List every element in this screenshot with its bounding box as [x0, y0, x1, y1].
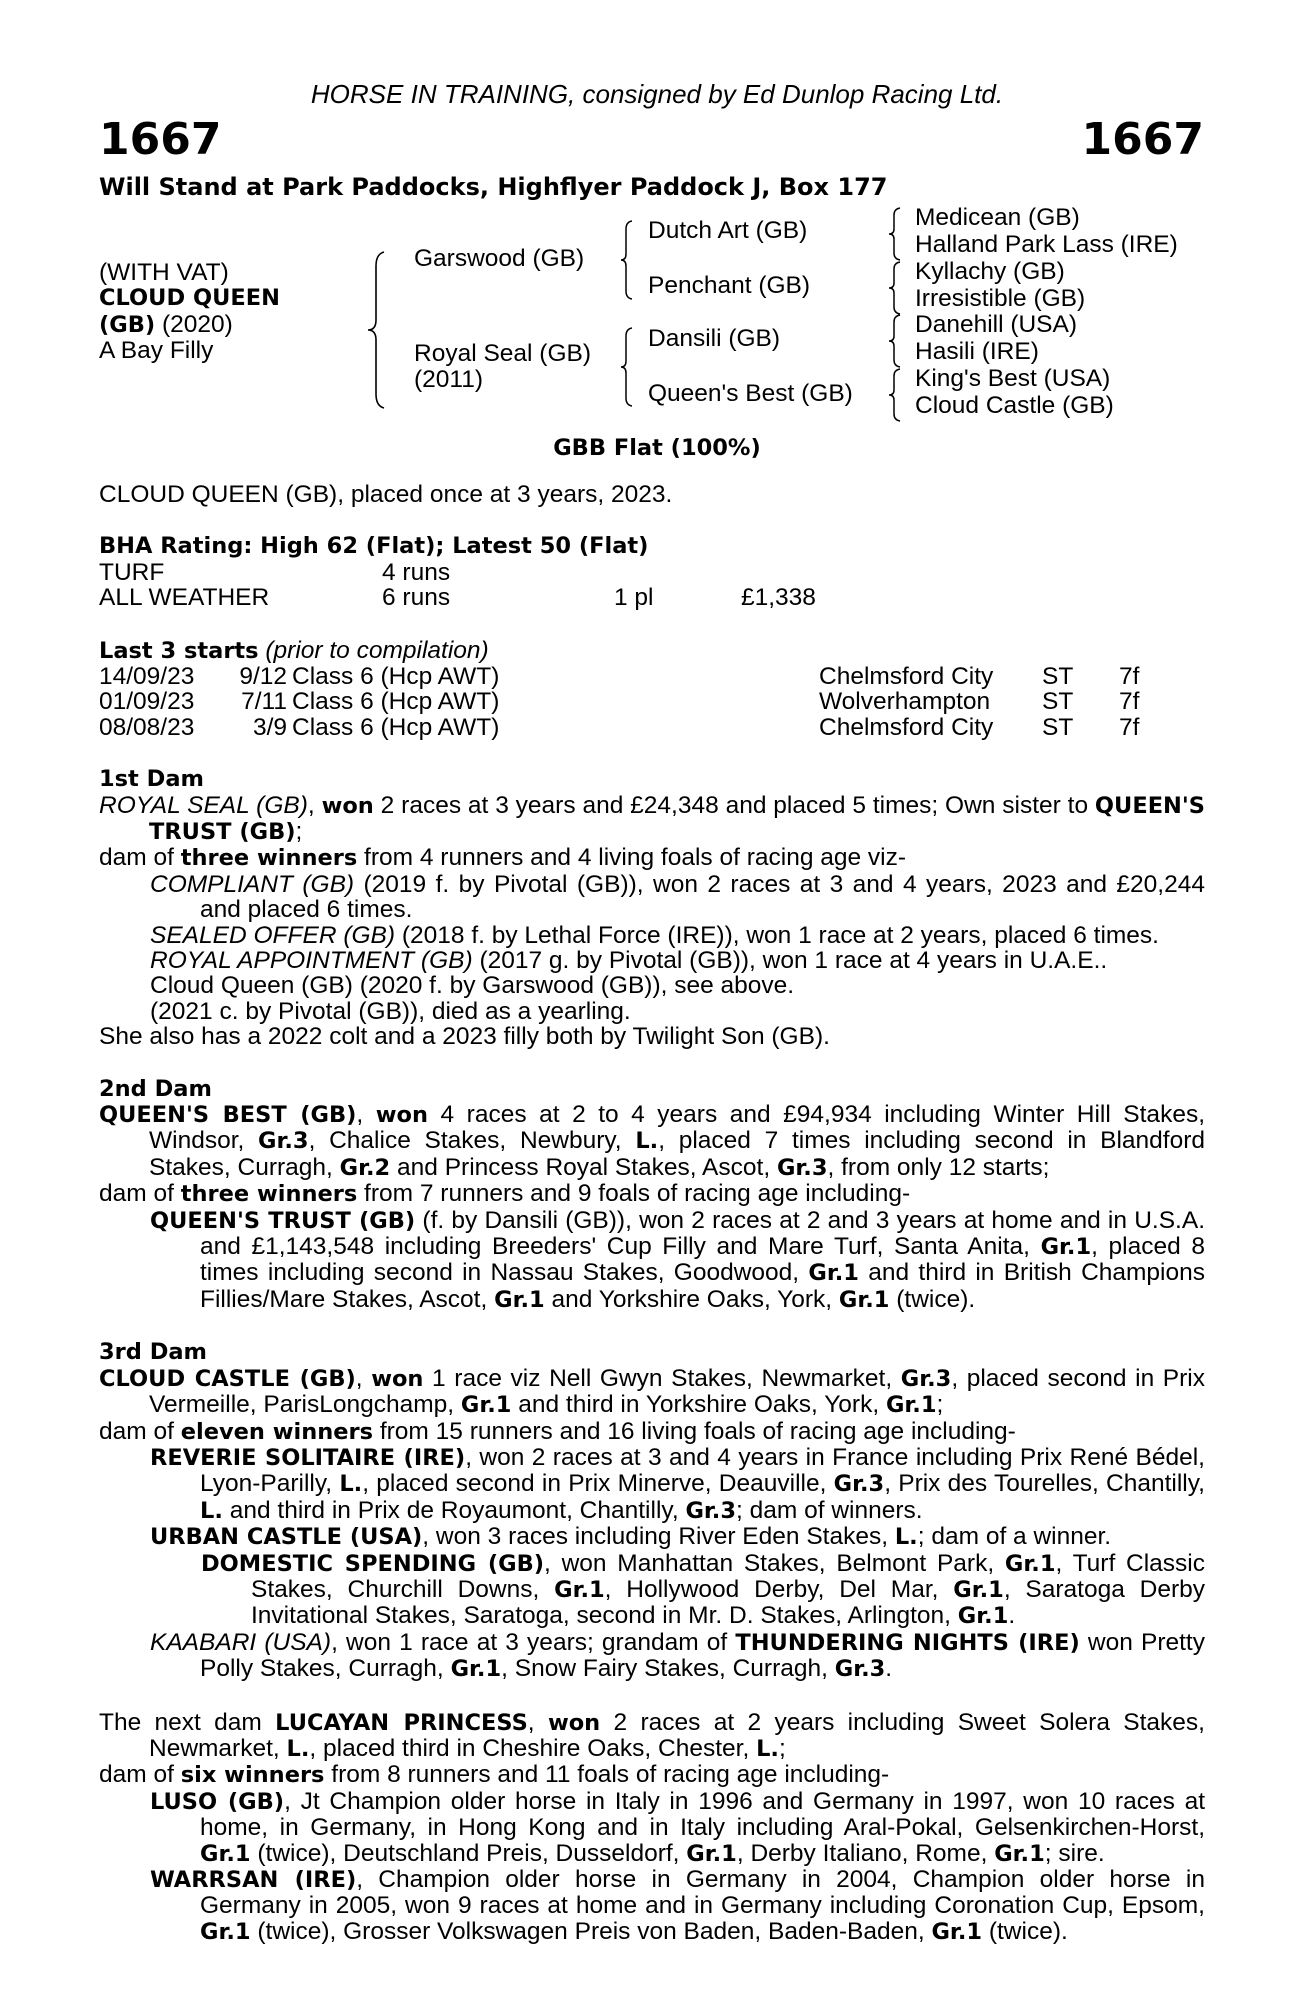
produce-item: QUEEN'S TRUST (GB) (f. by Dansili (GB)), won 2 races at 2 and 3 years at home and in U.S.A. and £1,143,548 including Breeders' Cup Filly and Mare Turf, Santa Anita, Gr.1, placed 8 times including second in Nassau Stakes, Goodwood, Gr.1 and third in British Champions Fillies/Mare Stakes, Ascot, Gr.1 and Yorkshire Oaks, York, Gr.1 (twice).: [150, 1206, 1205, 1313]
dam-produce-summary: dam of three winners from 4 runners and 4 living foals of racing age viz-: [99, 844, 907, 872]
pedigree-dam: Royal Seal (GB): [414, 340, 592, 367]
gbb-flat-label: GBB Flat (100%): [553, 435, 761, 461]
pedigree-sire-dam: Penchant (GB): [648, 272, 811, 299]
first-dam-section: [99, 767, 1205, 1049]
sire-line-brace: [620, 219, 634, 301]
catalogue-body: [99, 482, 1205, 1945]
produce-item: KAABARI (USA), won 1 race at 3 years; grandam of THUNDERING NIGHTS (IRE) won Pretty Polly Stakes, Curragh, Gr.1, Snow Fairy Stakes, Curragh, Gr.3.: [150, 1628, 1205, 1683]
next-dam-section: [99, 1710, 1205, 1946]
start-row: 01/09/23 7/11 Class 6 (Hcp AWT) Wolverhampton ST 7f: [99, 688, 1140, 716]
horse-description: A Bay Filly: [99, 337, 214, 365]
last-starts-title: Last 3 starts: [99, 637, 259, 664]
dam-produce-summary: dam of three winners from 7 runners and 9 foals of racing age including-: [99, 1180, 911, 1208]
produce-item: REVERIE SOLITAIRE (IRE), won 2 races at 3 and 4 years in France including Prix René Bédel, Lyon-Parilly, L., placed second in Prix Minerve, Deauville, Gr.3, Prix des Tourelles, Chantilly, L. and third in Prix de Royaumont, Chantilly, Gr.3; dam of winners.: [150, 1443, 1205, 1524]
produce-item: SEALED OFFER (GB) (2018 f. by Lethal Force (IRE)), won 1 race at 2 years, placed 6 times.: [150, 921, 1159, 949]
stabling-location: Will Stand at Park Paddocks, Highflyer Paddock J, Box 177: [99, 173, 888, 201]
dam-also-note: She also has a 2022 colt and a 2023 filly both by Twilight Son (GB).: [99, 1023, 830, 1051]
pedigree-sds: Kyllachy (GB): [915, 258, 1065, 285]
produce-item: (2021 c. by Pivotal (GB)), died as a yearling.: [150, 997, 631, 1025]
lot-number-right: 1667: [1081, 114, 1204, 165]
pedigree-dsd: Hasili (IRE): [915, 338, 1039, 365]
third-dam-section: [99, 1340, 1205, 1682]
rating-row-turf: TURF 4 runs: [99, 558, 451, 586]
horse-id: [99, 260, 280, 364]
last-starts-section: [99, 638, 1205, 741]
consignor-line: HORSE IN TRAINING, consigned by Ed Dunlop Racing Ltd.: [310, 79, 1004, 109]
gen3-brace-4: [888, 367, 902, 423]
start-row: 08/08/23 3/9 Class 6 (Hcp AWT) Chelmsford City ST 7f: [99, 713, 1140, 741]
rating-section: [99, 534, 1205, 610]
pedigree-dam-sire: Dansili (GB): [648, 325, 781, 352]
dam-paragraph: The next dam LUCAYAN PRINCESS, won 2 races at 2 years including Sweet Solera Stakes, Newmarket, L., placed third in Cheshire Oaks, Chester, L.;: [99, 1708, 1205, 1762]
sire-dam-brace: [366, 250, 388, 410]
pedigree-ssd: Halland Park Lass (IRE): [915, 231, 1178, 258]
dam-paragraph: QUEEN'S BEST (GB), won 4 races at 2 to 4 years and £94,934 including Winter Hill Stakes, Windsor, Gr.3, Chalice Stakes, Newbury, L., placed 7 times including second in Blandford Stakes, Curragh, Gr.2 and Princess Royal Stakes, Ascot, Gr.3, from only 12 starts;: [99, 1101, 1205, 1181]
horse-year: (2020): [162, 310, 233, 338]
pedigree-dam-dam: Queen's Best (GB): [648, 380, 853, 407]
produce-item: COMPLIANT (GB) (2019 f. by Pivotal (GB)), won 2 races at 3 and 4 years, 2023 and £20,244 and placed 6 times.: [150, 870, 1205, 924]
produce-item: Cloud Queen (GB) (2020 f. by Garswood (GB)), see above.: [150, 972, 795, 1000]
rating-title: BHA Rating: High 62 (Flat); Latest 50 (Flat): [99, 533, 649, 560]
section-heading: 3rd Dam: [99, 1339, 207, 1366]
horse-name: CLOUD QUEEN: [99, 285, 280, 312]
pedigree-dss: Danehill (USA): [915, 311, 1078, 338]
section-heading: 1st Dam: [99, 766, 204, 793]
gen3-brace-3: [888, 313, 902, 369]
pedigree-dam-year: (2011): [414, 366, 484, 393]
section-heading: 2nd Dam: [99, 1075, 212, 1102]
last-starts-note: (prior to compilation): [265, 636, 489, 664]
pedigree-sire: Garswood (GB): [414, 245, 585, 272]
pedigree-sire-sire: Dutch Art (GB): [648, 217, 808, 244]
dam-paragraph: CLOUD CASTLE (GB), won 1 race viz Nell Gwyn Stakes, Newmarket, Gr.3, placed second in Prix Vermeille, ParisLongchamp, Gr.1 and third in Yorkshire Oaks, York, Gr.1;: [99, 1364, 1205, 1419]
gen3-brace-2: [888, 260, 902, 316]
gen3-brace-1: [888, 206, 902, 262]
race-summary: CLOUD QUEEN (GB), placed once at 3 years, 2023.: [99, 481, 673, 508]
pedigree-ddd: Cloud Castle (GB): [915, 392, 1114, 419]
dam-line-brace: [620, 326, 634, 408]
pedigree-dds: King's Best (USA): [915, 365, 1111, 392]
rating-row-all-weather: ALL WEATHER 6 runs 1 pl £1,338: [99, 584, 816, 612]
start-row: 14/09/23 9/12 Class 6 (Hcp AWT) Chelmsford City ST 7f: [99, 663, 1140, 690]
lot-number-left: 1667: [99, 114, 222, 165]
dam-produce-summary: dam of six winners from 8 runners and 11 foals of racing age including-: [99, 1761, 890, 1789]
produce-item: ROYAL APPOINTMENT (GB) (2017 g. by Pivotal (GB)), won 1 race at 4 years in U.A.E..: [150, 947, 1108, 975]
pedigree-sss: Medicean (GB): [915, 204, 1080, 231]
produce-item: WARRSAN (IRE), Champion older horse in Germany in 2004, Champion older horse in Germany in 2005, won 9 races at home and in Germany including Coronation Cup, Epsom, Gr.1 (twice), Grosser Volkswagen Preis von Baden, Baden-Baden, Gr.1 (twice).: [150, 1866, 1206, 1945]
produce-item-grandchild: DOMESTIC SPENDING (GB), won Manhattan Stakes, Belmont Park, Gr.1, Turf Classic Stakes, Churchill Downs, Gr.1, Hollywood Derby, Del Mar, Gr.1, Saratoga Derby Invitational Stakes, Saratoga, second in Mr. D. Stakes, Arlington, Gr.1.: [201, 1549, 1206, 1630]
produce-item: LUSO (GB), Jt Champion older horse in Italy in 1996 and Germany in 1997, won 10 races at home, in Germany, in Hong Kong and in Italy including Aral-Pokal, Gelsenkirchen-Horst, Gr.1 (twice), Deutschland Preis, Dusseldorf, Gr.1, Derby Italiano, Rome, Gr.1; sire.: [150, 1787, 1205, 1867]
dam-produce-summary: dam of eleven winners from 15 runners and 16 living foals of racing age including-: [99, 1417, 1016, 1445]
pedigree-sdd: Irresistible (GB): [915, 285, 1086, 312]
horse-country: (GB): [99, 311, 156, 338]
dam-paragraph: ROYAL SEAL (GB), won 2 races at 3 years and £24,348 and placed 5 times; Own sister to QUEEN'S TRUST (GB);: [99, 791, 1205, 845]
produce-item: URBAN CASTLE (USA), won 3 races including River Eden Stakes, L.; dam of a winner.: [150, 1523, 1112, 1551]
second-dam-section: [99, 1077, 1205, 1314]
vat-note: (WITH VAT): [99, 259, 229, 286]
